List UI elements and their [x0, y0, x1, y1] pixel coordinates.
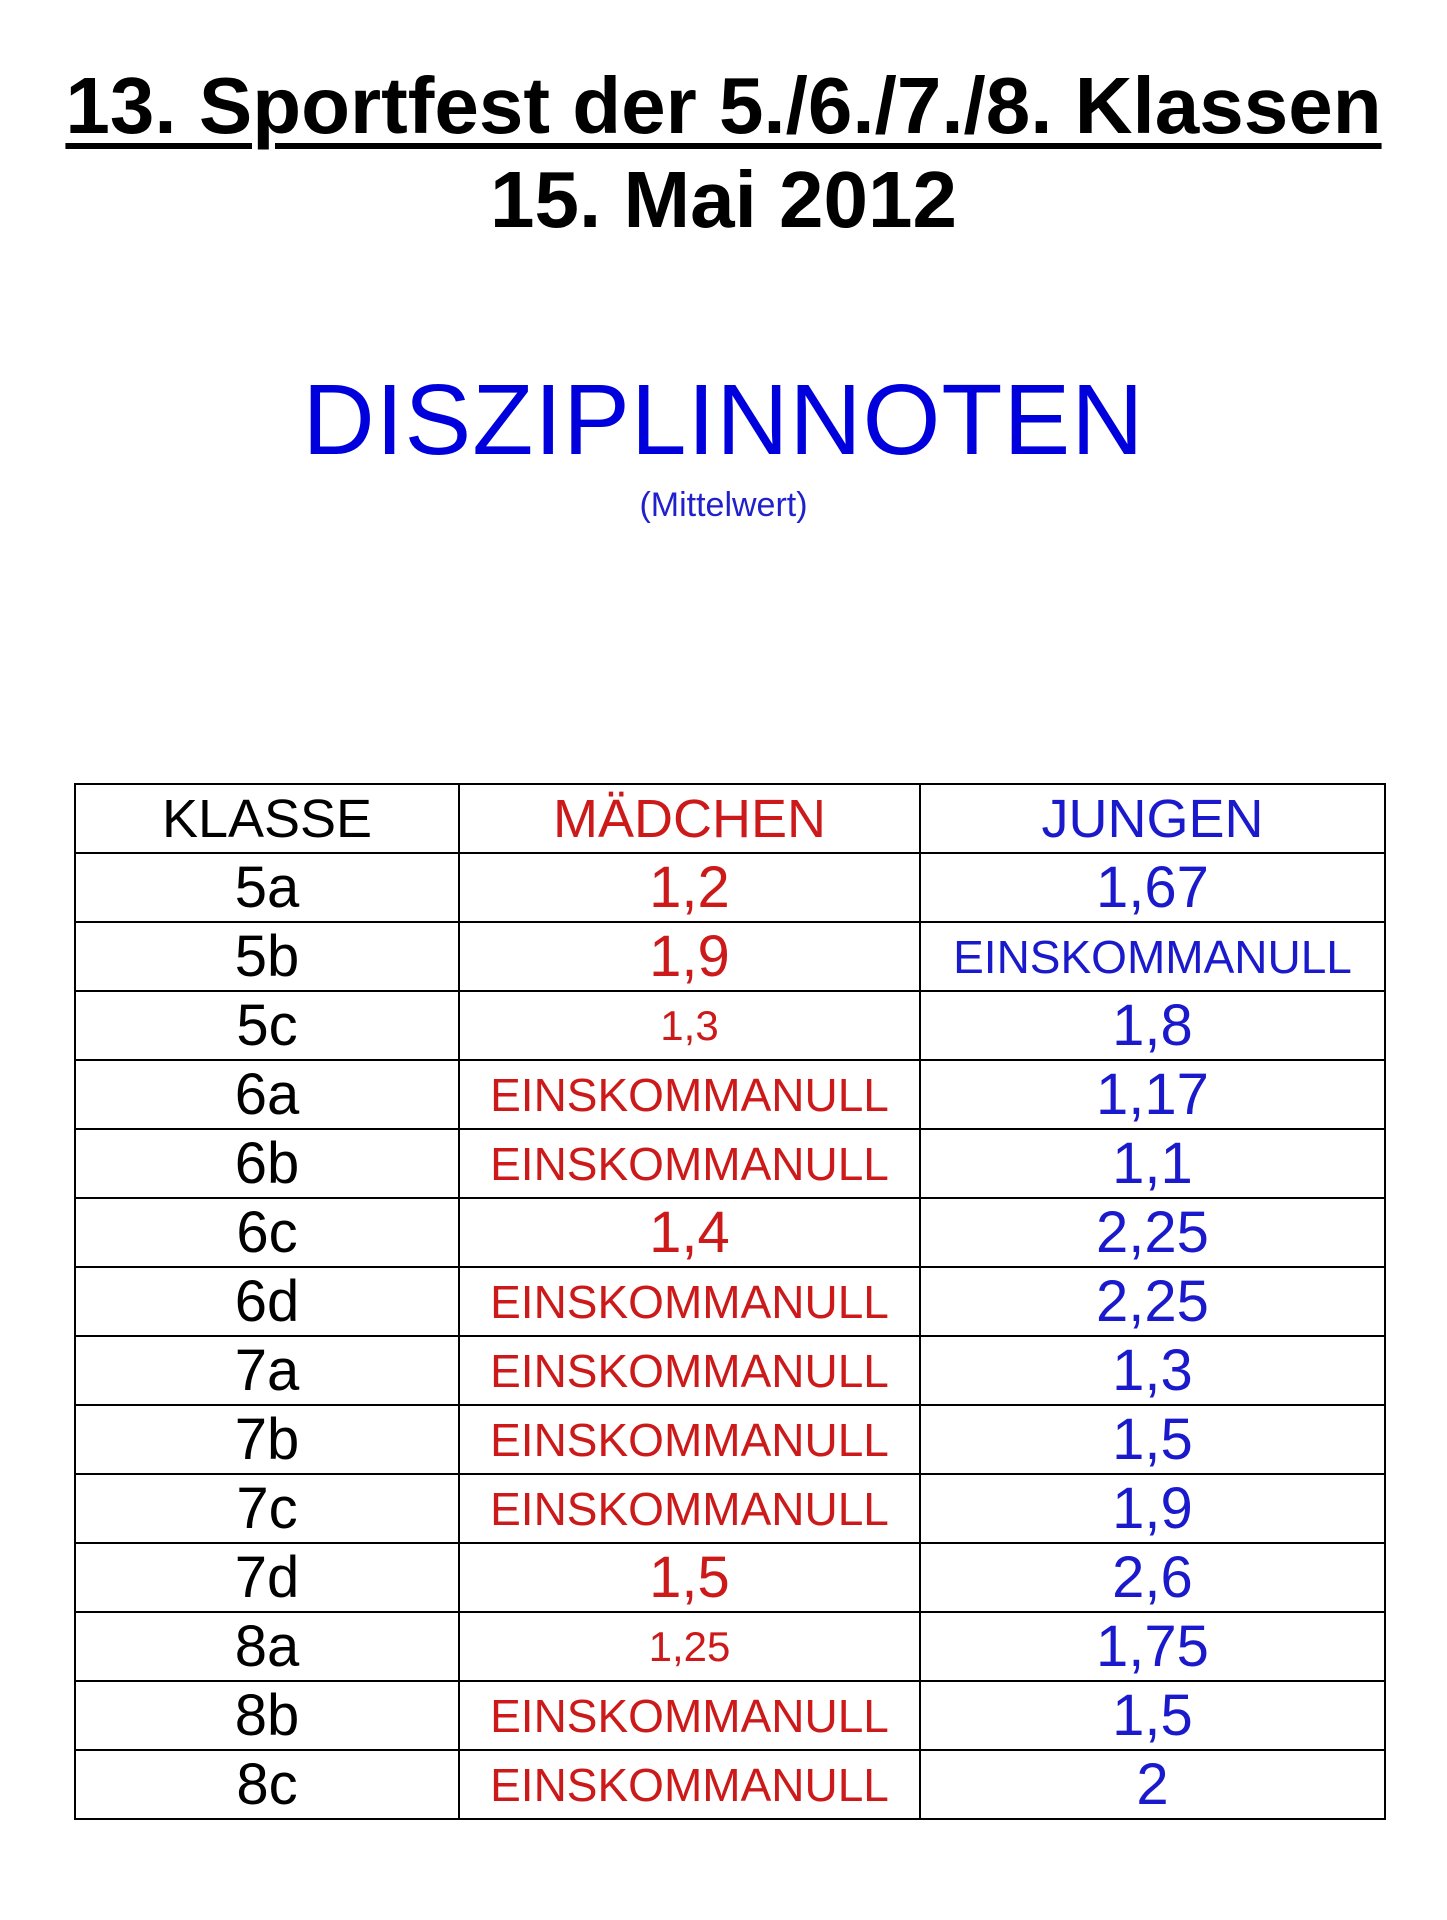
column-header-jungen: JUNGEN: [920, 784, 1385, 853]
jungen-cell: 2,25: [920, 1267, 1385, 1336]
table-row: [75, 1336, 1385, 1405]
jungen-cell: 1,17: [920, 1060, 1385, 1129]
klasse-cell: 7b: [75, 1405, 459, 1474]
jungen-cell: 1,5: [920, 1681, 1385, 1750]
maedchen-cell: EINSKOMMANULL: [459, 1267, 920, 1336]
maedchen-cell: EINSKOMMANULL: [459, 1336, 920, 1405]
section-heading: DISZIPLINNOTEN: [302, 364, 1145, 476]
klasse-cell: 7d: [75, 1543, 459, 1612]
event-date: 15. Mai 2012: [490, 155, 957, 244]
table-row: [75, 1405, 1385, 1474]
klasse-cell: 6a: [75, 1060, 459, 1129]
grades-table-body: [75, 853, 1385, 1819]
table-header-row: [75, 784, 1385, 853]
maedchen-cell: EINSKOMMANULL: [459, 1750, 920, 1819]
column-header-klasse: KLASSE: [75, 784, 459, 853]
table-row: [75, 922, 1385, 991]
section-subheading: (Mittelwert): [639, 486, 808, 524]
klasse-cell: 5c: [75, 991, 459, 1060]
klasse-cell: 8c: [75, 1750, 459, 1819]
jungen-cell: 2,6: [920, 1543, 1385, 1612]
jungen-cell: 2: [920, 1750, 1385, 1819]
grades-table: [74, 783, 1386, 1820]
table-row: [75, 1129, 1385, 1198]
maedchen-cell: EINSKOMMANULL: [459, 1681, 920, 1750]
table-row: [75, 1681, 1385, 1750]
jungen-cell: 2,25: [920, 1198, 1385, 1267]
klasse-cell: 5b: [75, 922, 459, 991]
table-row: [75, 1198, 1385, 1267]
maedchen-cell: EINSKOMMANULL: [459, 1474, 920, 1543]
jungen-cell: 1,8: [920, 991, 1385, 1060]
klasse-cell: 8a: [75, 1612, 459, 1681]
table-row: [75, 1060, 1385, 1129]
table-row: [75, 1474, 1385, 1543]
maedchen-cell: 1,5: [459, 1543, 920, 1612]
klasse-cell: 6c: [75, 1198, 459, 1267]
jungen-cell: 1,3: [920, 1336, 1385, 1405]
column-header-maedchen: MÄDCHEN: [459, 784, 920, 853]
maedchen-cell: 1,25: [459, 1612, 920, 1681]
klasse-cell: 6d: [75, 1267, 459, 1336]
page-title: 13. Sportfest der 5./6./7./8. Klassen: [65, 61, 1382, 150]
klasse-cell: 8b: [75, 1681, 459, 1750]
maedchen-cell: 1,9: [459, 922, 920, 991]
table-row: [75, 991, 1385, 1060]
maedchen-cell: EINSKOMMANULL: [459, 1060, 920, 1129]
maedchen-cell: 1,2: [459, 853, 920, 922]
jungen-cell: 1,1: [920, 1129, 1385, 1198]
table-row: [75, 853, 1385, 922]
table-row: [75, 1267, 1385, 1336]
jungen-cell: 1,75: [920, 1612, 1385, 1681]
table-row: [75, 1750, 1385, 1819]
jungen-cell: 1,67: [920, 853, 1385, 922]
table-row: [75, 1612, 1385, 1681]
klasse-cell: 7c: [75, 1474, 459, 1543]
maedchen-cell: 1,4: [459, 1198, 920, 1267]
table-row: [75, 1543, 1385, 1612]
maedchen-cell: EINSKOMMANULL: [459, 1405, 920, 1474]
jungen-cell: EINSKOMMANULL: [920, 922, 1385, 991]
klasse-cell: 6b: [75, 1129, 459, 1198]
maedchen-cell: 1,3: [459, 991, 920, 1060]
klasse-cell: 5a: [75, 853, 459, 922]
jungen-cell: 1,9: [920, 1474, 1385, 1543]
jungen-cell: 1,5: [920, 1405, 1385, 1474]
maedchen-cell: EINSKOMMANULL: [459, 1129, 920, 1198]
klasse-cell: 7a: [75, 1336, 459, 1405]
